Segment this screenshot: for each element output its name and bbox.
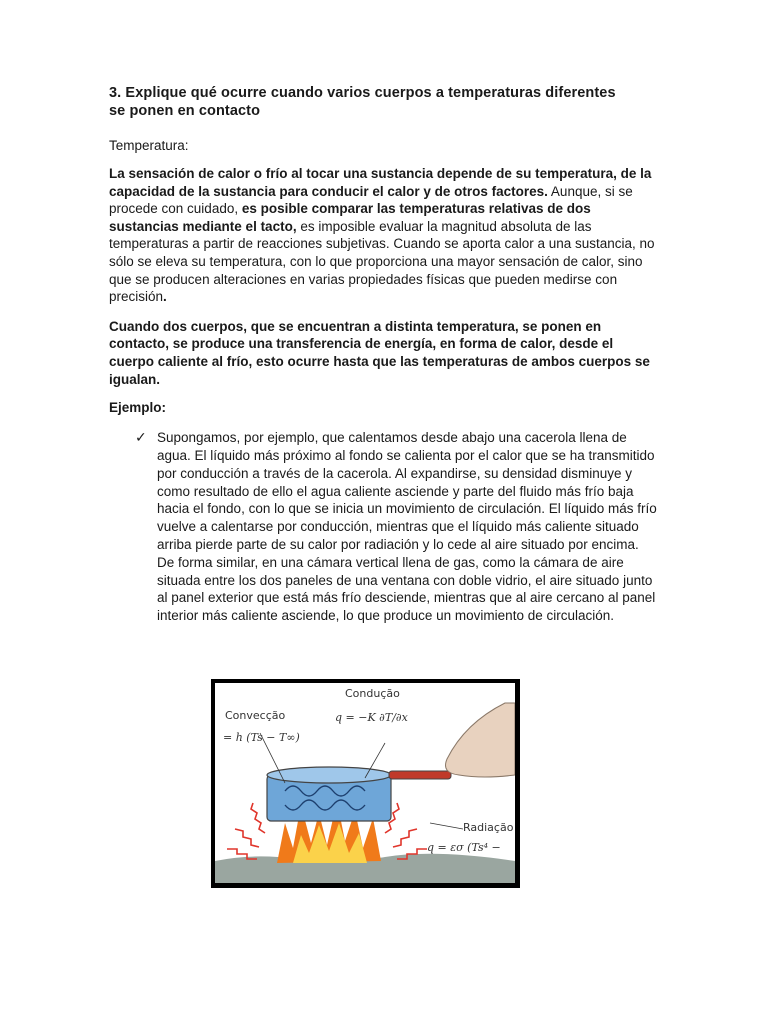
check-icon: ✓: [135, 429, 147, 446]
formula-conveccao: = h (Ts − T∞): [223, 731, 300, 744]
hand-shape: [446, 703, 516, 777]
example-text: Supongamos, por ejemplo, que calentamos desde abajo una cacerola llena de agua. El líquido más próximo al fondo se calienta por el calor que se ha transmitido por conducción a través de la cacerola. Al expandirse, su densidad disminuye y como resultado de ello el agua caliente asciende y parte del fluido más frío baja hacia el fondo, con lo que se inicia un movimiento de circulación. El líquido más frío vuelve a calentarse por conducción, mientras que el líquido más caliente situado arriba pierde parte de su calor por radiación y lo cede al aire situado por encima. De forma similar, en una cámara vertical llena de gas, como la cámara de aire situada entre los dos paneles de una ventana con doble vidrio, el aire situado junto al panel exterior que está más frío desciende, mientras que al aire cercano al panel interior más caliente asciende, lo que produce un movimiento de circulación.: [157, 430, 657, 624]
paragraph-temperature: [109, 165, 657, 306]
document-body: [109, 84, 657, 625]
heading-line-2: se ponen en contacto: [109, 103, 261, 119]
pot-group: [267, 767, 451, 821]
example-label: Ejemplo:: [109, 400, 167, 416]
para1-text-b: es imposible evaluar la magnitud absoluta de las temperaturas a partir de reacciones subjetivas. Cuando se aporta calor a una sustancia, no sólo se eleva su temperatura, con lo que proporciona una mayor sensación de calor, sino que se producen alteraciones en varias propiedades físicas que pueden medirse con precisión: [109, 218, 655, 305]
label-radiacao: Radiação: [463, 821, 514, 834]
paragraph-heat-transfer: Cuando dos cuerpos, que se encuentran a distinta temperatura, se ponen en contacto, se produce una transferencia de energía, en forma de calor, desde el cuerpo caliente al frío, esto ocurre hasta que las temperaturas de ambos cuerpos se igualan.: [109, 318, 650, 387]
heat-transfer-figure: [211, 679, 520, 888]
temperature-subheading: Temperatura:: [109, 138, 189, 153]
formula-radiacao: q = εσ (Ts⁴ −: [427, 841, 501, 854]
figure-canvas: [215, 683, 515, 883]
para1-bold-mid: es posible comparar las temperaturas relativas de dos sustancias mediante el tacto,: [109, 201, 591, 234]
heading-line-1: 3. Explique qué ocurre cuando varios cuerpos a temperaturas diferentes: [109, 85, 616, 101]
label-conducao: Condução: [345, 687, 400, 700]
formula-conducao: q = −K ∂T/∂x: [335, 711, 408, 724]
para1-bold-intro: La sensación de calor o frío al tocar una sustancia depende de su temperatura, de la capacidad de la sustancia para conducir el calor y de otros factores.: [109, 166, 652, 199]
para1-text-a: Aunque, si se procede con cuidado,: [109, 183, 633, 217]
para1-bold-end: .: [163, 289, 167, 305]
example-list-item: [109, 429, 657, 625]
question-heading: [109, 84, 657, 120]
label-conveccao: Convecção: [225, 709, 286, 722]
